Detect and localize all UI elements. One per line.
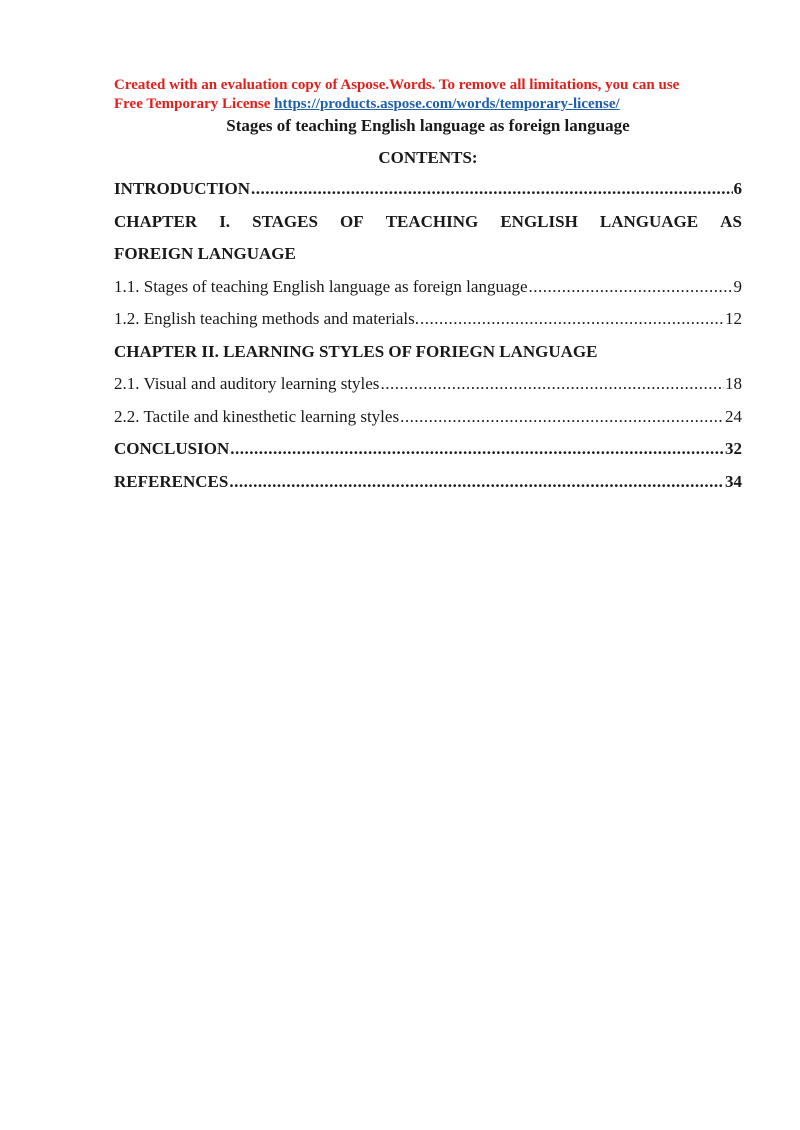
toc-chapter-1-continuation: FOREIGN LANGUAGE xyxy=(114,244,296,263)
toc-leader-dots xyxy=(229,471,724,493)
toc-entry-references[interactable] xyxy=(114,471,742,504)
toc-leader-dots xyxy=(251,178,732,200)
chapter-1-word: TEACHING xyxy=(385,211,479,231)
banner-line-2 xyxy=(114,95,754,114)
chapter-1-word: STAGES xyxy=(252,211,318,231)
evaluation-banner xyxy=(114,76,754,114)
toc-page-number: 34 xyxy=(725,471,742,491)
toc-entry-section-1-1[interactable] xyxy=(114,276,742,309)
toc-leader-dots xyxy=(529,276,733,298)
toc-leader-dots xyxy=(400,406,724,428)
toc-entry-label: 1.2. English teaching methods and materials. xyxy=(114,309,419,328)
toc-entry-section-2-1[interactable] xyxy=(114,373,742,406)
toc-entry-conclusion[interactable] xyxy=(114,438,742,471)
toc-page-number: 24 xyxy=(725,406,742,426)
chapter-1-word: ENGLISH xyxy=(500,211,578,231)
toc-entry-section-2-2[interactable] xyxy=(114,406,742,439)
toc-page-number: 18 xyxy=(725,374,742,393)
toc-leader-dots xyxy=(380,373,724,395)
toc-entry-section-1-2[interactable] xyxy=(114,308,742,341)
document-title: Stages of teaching English language as foreign language xyxy=(226,116,630,135)
toc-leader-dots xyxy=(420,308,724,330)
toc-entry-label: 2.2. Tactile and kinesthetic learning styles xyxy=(114,406,400,426)
toc-leader-dots xyxy=(230,438,724,460)
chapter-1-word: LANGUAGE xyxy=(599,211,699,231)
banner-license-text: Free Temporary License xyxy=(114,96,275,112)
chapter-1-word: I. xyxy=(219,211,231,231)
banner-line-1: Created with an evaluation copy of Aspose.Words. To remove all limitations, you can use xyxy=(114,77,680,93)
contents-heading: CONTENTS: xyxy=(378,148,478,167)
toc-page-number: 9 xyxy=(733,276,742,296)
toc-entry-chapter-2[interactable] xyxy=(114,341,742,374)
toc-entry-label: 2.1. Visual and auditory learning styles xyxy=(114,374,380,393)
toc-page-number: 6 xyxy=(733,179,742,198)
toc-entry-introduction[interactable] xyxy=(114,178,742,211)
toc-page-number: 12 xyxy=(725,309,742,328)
toc-entry-label: REFERENCES xyxy=(114,471,229,491)
toc-page-number: 32 xyxy=(725,439,742,458)
chapter-1-word: OF xyxy=(340,211,364,231)
table-of-contents xyxy=(114,178,742,503)
chapter-1-word: AS xyxy=(720,211,742,231)
license-link[interactable]: https://products.aspose.com/words/temporary-license/ xyxy=(274,96,620,112)
toc-entry-label: CHAPTER II. LEARNING STYLES OF FORIEGN LANGUAGE xyxy=(114,341,598,361)
chapter-1-word: CHAPTER xyxy=(114,211,198,231)
toc-entry-chapter-1[interactable] xyxy=(114,211,742,244)
toc-entry-label: INTRODUCTION xyxy=(114,179,251,198)
toc-entry-label: 1.1. Stages of teaching English language as foreign language xyxy=(114,276,528,296)
toc-entry-label: CONCLUSION xyxy=(114,439,230,458)
